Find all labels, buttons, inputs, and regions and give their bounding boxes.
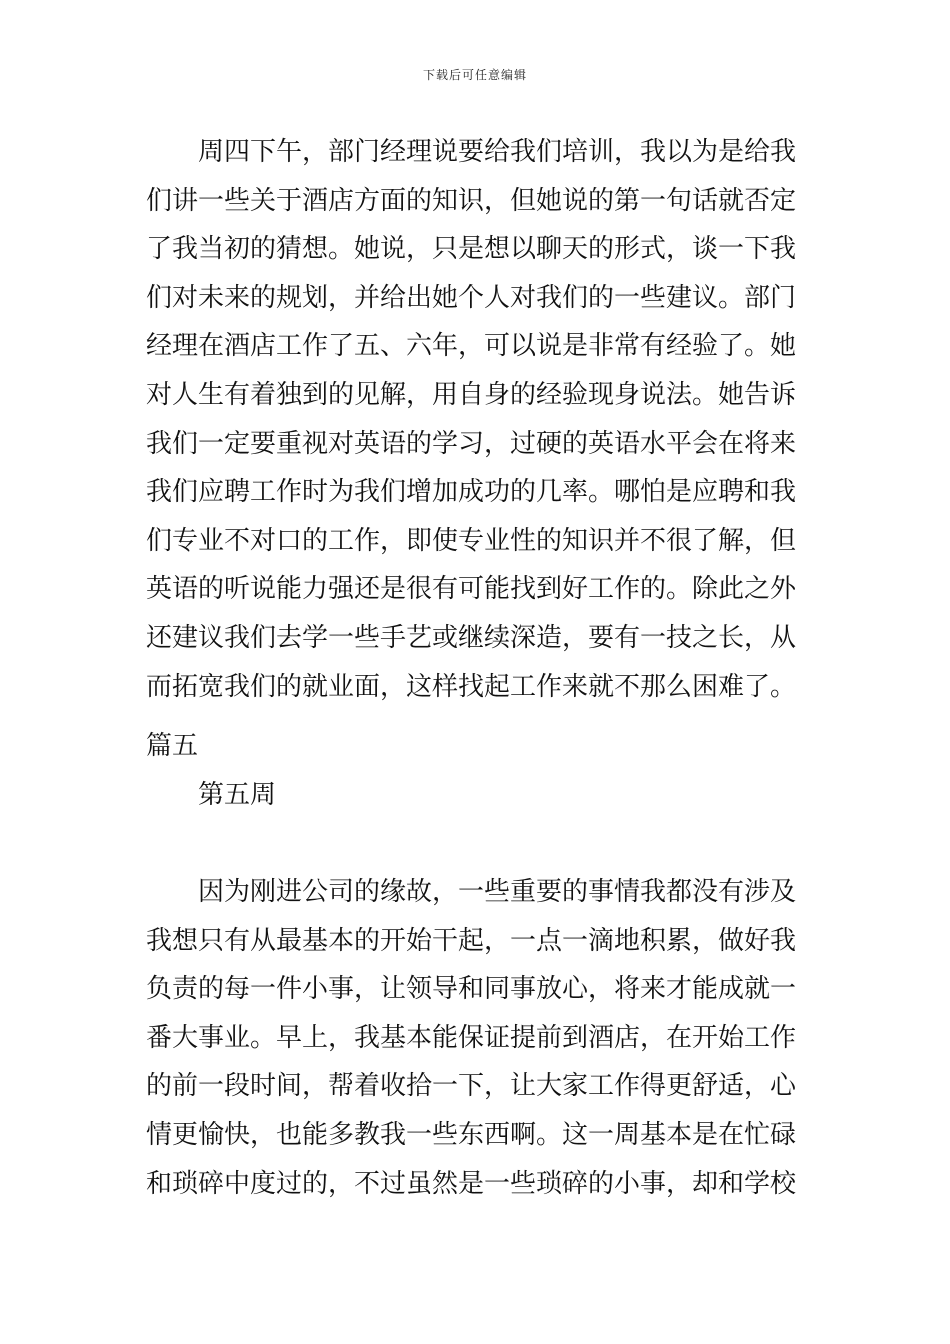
text-line: 经理在酒店工作了五、六年，可以说是非常有经验了。她 bbox=[146, 331, 797, 362]
text-line: 情更愉快，也能多教我一些东西啊。这一周基本是在忙碌 bbox=[146, 1119, 797, 1150]
text-line: 周四下午，部门经理说要给我们培训，我以为是给我 bbox=[198, 137, 797, 167]
text-line: 对人生有着独到的见解，用自身的经验现身说法。她告诉 bbox=[146, 379, 797, 410]
paragraph-week-five bbox=[146, 868, 806, 1208]
chapter-title: 篇五 bbox=[146, 731, 199, 761]
text-line: 番大事业。早上，我基本能保证提前到酒店，在开始工作 bbox=[146, 1022, 797, 1053]
text-line: 了我当初的猜想。她说，只是想以聊天的形式，谈一下我 bbox=[146, 234, 797, 265]
text-line: 们讲一些关于酒店方面的知识，但她说的第一句话就否定 bbox=[146, 185, 797, 216]
text-line: 我们一定要重视对英语的学习，过硬的英语水平会在将来 bbox=[146, 428, 797, 459]
paragraph-training bbox=[146, 128, 806, 711]
text-line: 们专业不对口的工作，即使专业性的知识并不很了解，但 bbox=[146, 525, 797, 556]
text-line: 英语的听说能力强还是很有可能找到好工作的。除此之外 bbox=[146, 574, 797, 605]
text-line: 们对未来的规划，并给出她个人对我们的一些建议。部门 bbox=[146, 282, 797, 313]
text-line: 因为刚进公司的缘故，一些重要的事情我都没有涉及 bbox=[198, 877, 797, 907]
text-line: 负责的每一件小事，让领导和同事放心，将来才能成就一 bbox=[146, 974, 797, 1005]
text-line: 我想只有从最基本的开始干起，一点一滴地积累，做好我 bbox=[146, 925, 797, 956]
week-heading: 第五周 bbox=[198, 780, 277, 810]
text-line: 而拓宽我们的就业面，这样找起工作来就不那么困难了。 bbox=[146, 671, 797, 702]
text-line: 我们应聘工作时为我们增加成功的几率。哪怕是应聘和我 bbox=[146, 477, 797, 508]
text-line: 和琐碎中度过的，不过虽然是一些琐碎的小事，却和学校 bbox=[146, 1168, 797, 1199]
text-line: 的前一段时间，帮着收拾一下，让大家工作得更舒适，心 bbox=[146, 1071, 797, 1102]
text-line: 还建议我们去学一些手艺或继续深造，要有一技之长，从 bbox=[146, 622, 797, 653]
download-note: 下载后可任意编辑 bbox=[422, 68, 527, 82]
